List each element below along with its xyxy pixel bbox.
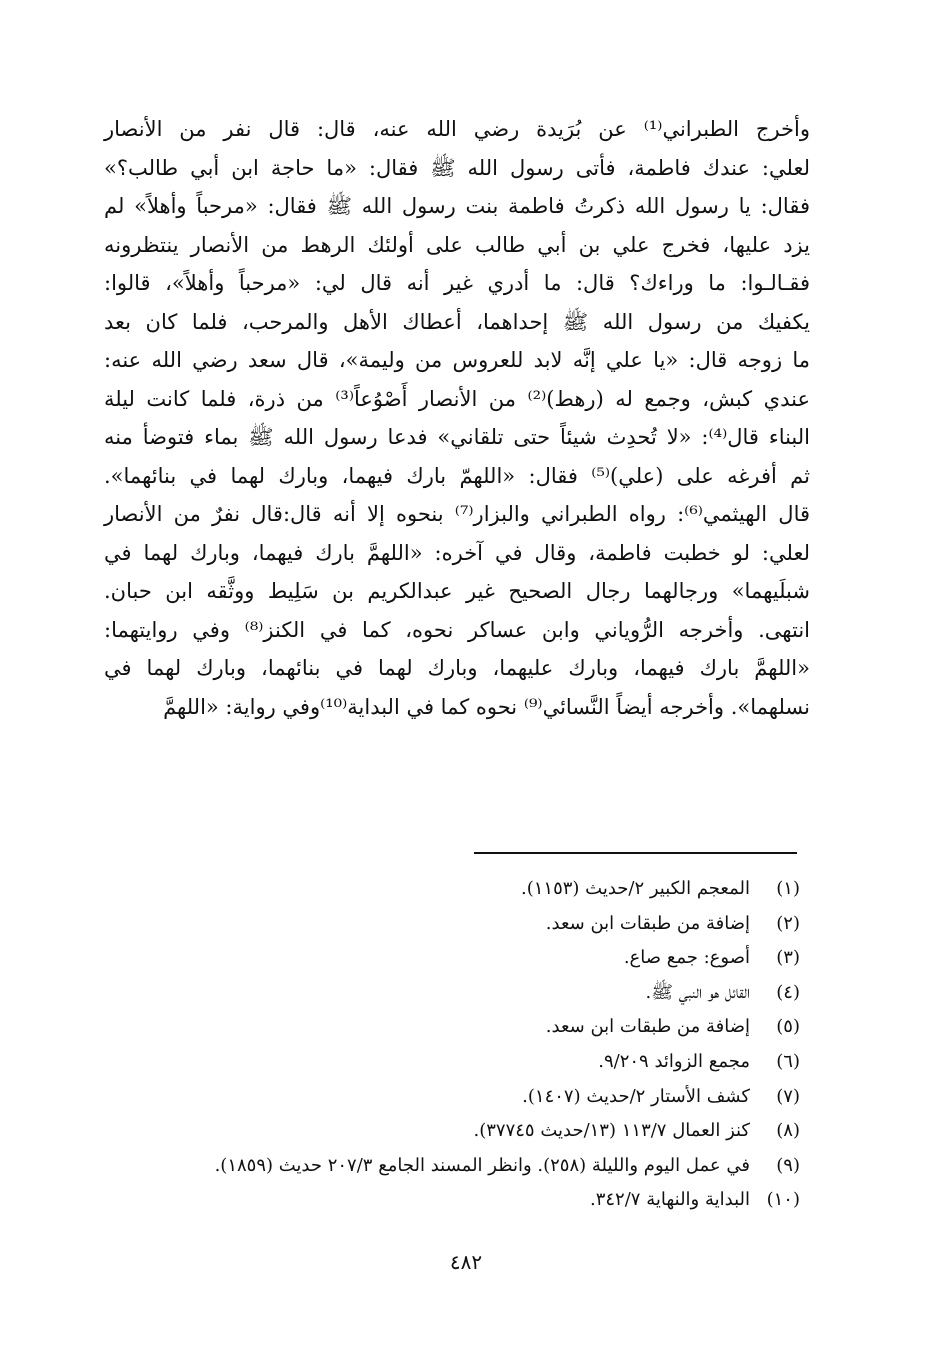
main-text-body	[104, 110, 810, 726]
text-line: عندي كبش، وجمع له (رهط)⁽²⁾ من الأنصار أَصْوُعاً⁽³⁾ من ذرة، فلما كانت ليلة	[104, 386, 810, 411]
footnote-number: (٨)	[776, 1120, 800, 1142]
text-line: وأخرج الطبراني⁽¹⁾ عن بُرَيدة رضي الله عنه، قال: قال نفر من الأنصار	[104, 117, 810, 141]
text-line: قال الهيثمي⁽⁶⁾: رواه الطبراني والبزار⁽⁷⁾ بنحوه إلا أنه قال:قال نفرٌ من الأنصار	[104, 502, 811, 526]
text-line: فقـالـوا: ما وراءك؟ قال: ما أدري غير أنه قال لي: «مرحباً وأهلاً»، قالوا:	[104, 271, 810, 295]
footnote-number: (٤)	[776, 981, 800, 1003]
footnote-text: القائل هو النبي ﷺ.	[645, 981, 750, 1003]
footnote-number: (٩)	[776, 1154, 800, 1176]
footnote-number: (١٠)	[766, 1189, 800, 1211]
footnote-number: (٣)	[776, 947, 800, 969]
footnote-text: المعجم الكبير ٢/حديث (١١٥٣).	[520, 878, 750, 899]
footnote-item	[104, 1183, 810, 1218]
text-line: نسلهما». وأخرجه أيضاً النَّسائي⁽⁹⁾ نحوه كما في البداية⁽¹⁰⁾وفي رواية: «اللهمَّ	[163, 694, 810, 719]
footnote-number: (٧)	[776, 1085, 800, 1107]
text-line: «اللهمَّ بارك فيهما، وبارك عليهما، وبارك لهما في بنائهما، وبارك لهما في	[104, 656, 810, 680]
footnote-number: (٥)	[776, 1016, 800, 1038]
text-line: البناء قال⁽⁴⁾: «لا تُحدِث شيئاً حتى تلقاني» فدعا رسول الله ﷺ بماء فتوضأ منه	[104, 425, 811, 449]
footnote-item	[104, 1045, 810, 1080]
footnote-item	[104, 1010, 810, 1045]
footnote-item	[104, 1080, 810, 1115]
footnote-number: (١)	[776, 878, 800, 899]
footnotes-list	[104, 872, 810, 1218]
footnote-item	[104, 1114, 810, 1149]
footnote-number: (٦)	[776, 1050, 800, 1072]
text-line: ما زوجه قال: «يا علي إنَّه لابد للعروس من وليمة»، قال سعد رضي الله عنه:	[104, 348, 810, 372]
text-line: يزد عليها، فخرج علي بن أبي طالب على أولئك الرهط من الأنصار ينتظرونه	[104, 232, 810, 257]
text-line: فقال: يا رسول الله ذكرتُ فاطمة بنت رسول الله ﷺ فقال: «مرحباً وأهلاً» لم	[104, 194, 810, 218]
text-line: لعلي: عندك فاطمة، فأتى رسول الله ﷺ فقال: «ما حاجة ابن أبي طالب؟»	[104, 155, 810, 180]
footnote-item	[104, 872, 810, 907]
page-number: ٤٨٢	[449, 1250, 483, 1274]
footnote-divider	[474, 852, 797, 854]
footnote-text: إضافة من طبقات ابن سعد.	[545, 912, 750, 934]
footnote-text: أصوع: جمع صاع.	[623, 947, 750, 969]
footnote-item	[104, 1149, 810, 1184]
footnote-item	[104, 941, 810, 976]
footnote-text: كشف الأستار ٢/حديث (١٤٠٧).	[522, 1085, 750, 1107]
footnote-text: كنز العمال ١١٣/٧ (١٣/حديث ٣٧٧٤٥).	[473, 1120, 750, 1142]
footnote-text: في عمل اليوم والليلة (٢٥٨). وانظر المسند الجامع ٢٠٧/٣ حديث (١٨٥٩).	[214, 1154, 750, 1176]
text-line: شبلَيهما» ورجالهما رجال الصحيح غير عبدالكريم بن سَلِيط ووثَّقه ابن حبان.	[104, 579, 810, 603]
footnote-item	[104, 976, 810, 1011]
text-line: يكفيك من رسول الله ﷺ إحداهما، أعطاك الأهل والمرحب، فلما كان بعد	[104, 309, 810, 334]
text-line: ثم أفرغه على (علي)⁽⁵⁾ فقال: «اللهمّ بارك فيهما، وبارك لهما في بنائهما».	[104, 463, 811, 488]
footnote-item	[104, 907, 810, 942]
text-line: لعلي: لو خطبت فاطمة، وقال في آخره: «اللهمَّ بارك فيهما، وبارك لهما في	[104, 540, 810, 565]
footnote-text: البداية والنهاية ٣٤٢/٧.	[589, 1189, 750, 1211]
footnote-text: مجمع الزوائد ٩/٢٠٩.	[598, 1050, 750, 1072]
text-line: انتهى. وأخرجه الرُّوياني وابن عساكر نحوه، كما في الكنز⁽⁸⁾ وفي روايتهما:	[104, 617, 810, 642]
footnote-text: إضافة من طبقات ابن سعد.	[545, 1016, 750, 1038]
footnote-number: (٢)	[776, 912, 800, 934]
